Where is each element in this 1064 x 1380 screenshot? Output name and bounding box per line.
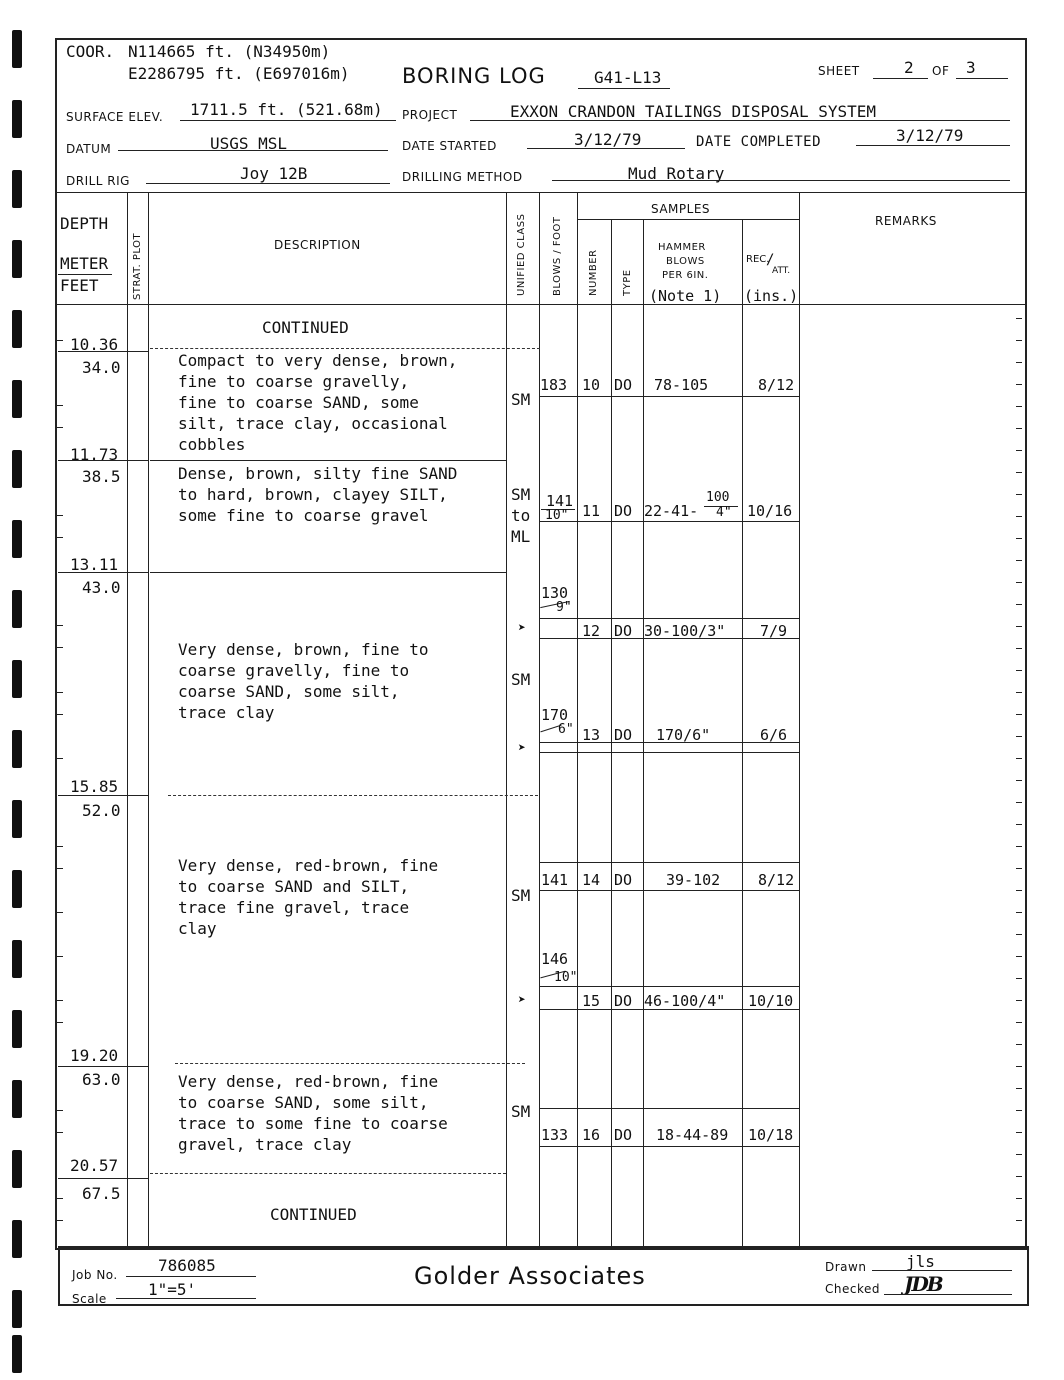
sample-marker-arrow: ➤ [518,621,526,636]
layer-description: Compact to very dense, brown, fine to coarse gravelly, fine to coarse SAND, some silt, trace clay, occasional cobbles [178,351,458,454]
sample-hammer-fraction-num: 100 [706,490,730,505]
rec-slash: / [766,252,775,268]
sheet-total: 3 [966,58,976,77]
drill-rig-label: DRILL RIG [66,174,130,188]
sample-type: DO [614,376,633,394]
coor-east: E2286795 ft. (E697016m) [128,64,350,83]
number-header: NUMBER [588,249,599,296]
sample-number: 16 [582,1126,601,1144]
feet-header: FEET [60,276,99,295]
sample-blows: 141 [546,492,574,510]
sample-rec: 10/10 [748,992,794,1010]
sample-number: 13 [582,726,601,744]
layer-description: Dense, brown, silty fine SAND to hard, brown, clayey SILT, some fine to coarse gravel [178,464,458,525]
sample-blows-interval: 10" [545,508,569,523]
coor-label: COOR. [66,42,115,61]
sample-rec: 8/12 [758,376,795,394]
layer-meter: 15.85 [70,777,119,796]
hammer-header-2: BLOWS [666,256,705,267]
strat-plot-header: STRAT. PLOT [132,232,143,300]
sample-blows: 133 [541,1126,569,1144]
sample-blows-interval: 9" [556,600,572,615]
surface-elev: 1711.5 ft. (521.68m) [190,100,383,119]
sample-hammer-fraction-den: 4" [716,505,732,520]
layer-meter: 13.11 [70,555,119,574]
sheet-label: SHEET [818,64,860,78]
page-title: BORING LOG [402,64,546,88]
datum-label: DATUM [66,142,112,156]
sample-type: DO [614,622,633,640]
project-label: PROJECT [402,108,458,122]
sample-blows: 130 [541,584,569,602]
surface-elev-label: SURFACE ELEV. [66,110,164,124]
sample-blows-interval: 6" [558,722,574,737]
sample-hammer: 46-100/4" [644,992,726,1010]
project-name: EXXON CRANDON TAILINGS DISPOSAL SYSTEM [510,102,877,121]
sample-rec: 10/16 [747,502,793,520]
unified-class-header: UNIFIED CLASS [516,213,527,296]
sample-type: DO [614,992,633,1010]
layer-feet: 43.0 [82,578,121,597]
drilling-method-label: DRILLING METHOD [402,170,523,184]
of-label: OF [932,64,950,78]
hammer-note: (Note 1) [649,287,722,305]
sample-type: DO [614,726,633,744]
continued-bottom: CONTINUED [270,1205,357,1224]
drawn-initials: jls [906,1252,935,1271]
layer-class: SM [511,1102,531,1121]
description-header: DESCRIPTION [274,238,361,252]
sample-hammer: 18-44-89 [656,1126,729,1144]
sample-hammer: 30-100/3" [644,622,726,640]
layer-description: Very dense, brown, fine to coarse gravelly, fine to coarse SAND, some silt, trace clay [178,640,429,722]
checked-label: Checked [825,1282,880,1296]
att-header: ATT. [772,266,791,276]
depth-header: DEPTH [60,214,109,233]
samples-header: SAMPLES [651,202,711,216]
sample-rec: 6/6 [760,726,788,744]
sample-marker-arrow: ➤ [518,741,526,756]
sample-hammer: 170/6" [656,726,711,744]
layer-meter: 20.57 [70,1156,119,1175]
sample-rec: 7/9 [760,622,788,640]
drawn-label: Drawn [825,1260,867,1274]
sample-number: 10 [582,376,601,394]
sample-type: DO [614,1126,633,1144]
layer-feet: 63.0 [82,1070,121,1089]
coor-north: N114665 ft. (N34950m) [128,42,331,61]
date-started: 3/12/79 [574,130,642,149]
blows-foot-header: BLOWS / FOOT [552,216,563,296]
sheet-number: 2 [904,58,914,77]
checked-initials: JDB [904,1272,942,1296]
rec-unit: (ins.) [744,287,799,305]
sample-number: 11 [582,502,601,520]
sample-number: 15 [582,992,601,1010]
datum-value: USGS MSL [210,134,288,153]
hammer-header-3: PER 6IN. [662,270,709,281]
date-completed-label: DATE COMPLETED [696,134,822,150]
boring-id: G41-L13 [594,68,662,87]
sample-blows: 183 [540,376,568,394]
sample-number: 12 [582,622,601,640]
layer-meter: 19.20 [70,1046,119,1065]
continued-top: CONTINUED [262,318,349,337]
job-no: 786085 [158,1256,216,1275]
sample-rec: 8/12 [758,871,795,889]
layer-feet: 67.5 [82,1184,121,1203]
hammer-header-1: HAMMER [658,242,706,253]
layer-class: SM to ML [511,485,531,546]
layer-feet: 52.0 [82,801,121,820]
type-header: TYPE [622,269,633,296]
sample-blows: 146 [541,950,569,968]
layer-feet: 38.5 [82,467,121,486]
date-started-label: DATE STARTED [402,139,497,153]
layer-class: SM [511,670,531,689]
company-name: Golder Associates [414,1262,646,1290]
sample-marker-arrow: ➤ [518,993,526,1008]
layer-class: SM [511,390,531,409]
sample-rec: 10/18 [748,1126,794,1144]
layer-feet: 34.0 [82,358,121,377]
layer-class: SM [511,886,531,905]
layer-meter: 10.36 [70,335,119,354]
job-no-label: Job No. [72,1268,118,1282]
scale-label: Scale [72,1292,107,1306]
sample-hammer: 22-41- [644,502,699,520]
sample-number: 14 [582,871,601,889]
sample-type: DO [614,871,633,889]
layer-meter: 11.73 [70,445,119,464]
layer-description: Very dense, red-brown, fine to coarse SAND, some silt, trace to some fine to coarse gravel, trace clay [178,1072,448,1154]
date-completed: 3/12/79 [896,126,964,145]
remarks-header: REMARKS [875,214,937,228]
scale-value: 1"=5' [148,1280,197,1299]
drill-rig: Joy 12B [240,164,308,183]
layer-description: Very dense, red-brown, fine to coarse SAND and SILT, trace fine gravel, trace clay [178,856,439,938]
sample-blows-interval: 10" [554,970,578,985]
sample-hammer: 78-105 [654,376,709,394]
sample-blows: 170 [541,706,569,724]
sample-type: DO [614,502,633,520]
meter-header: METER [60,254,109,273]
sample-blows: 141 [541,871,569,889]
drilling-method: Mud Rotary [628,164,725,183]
rec-header: REC. [746,254,770,265]
sample-hammer: 39-102 [666,871,721,889]
